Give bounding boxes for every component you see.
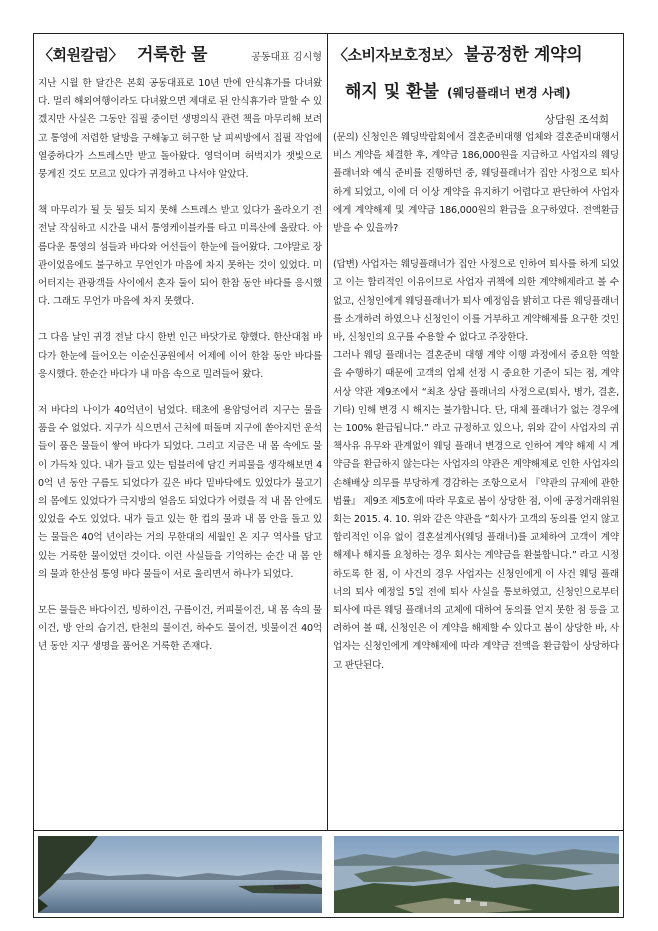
info-tag: 〈소비자보호정보〉 [333, 46, 460, 64]
paragraph: 지난 시월 한 달간은 본회 공동대표로 10년 만에 안식휴가를 다녀왔다. 멀리 해외여행이라도 다녀왔으면 제대로 된 안식휴가라 말할 수 있겠지만 사실은 그동안 집필 중이던 생명의식 관련 책을 마무리해 보려고 통영에 저렴한 달방을 구해놓고 허구한 날 피씨방에서 집필 작업에 열중하다가 스트레스만 받고 돌아왔다. 영덕이며 허벅지가 잿빛으로 뭉게진 것도 모르고 있다가 귀경하고 나서야 알았다. [38, 78, 322, 181]
paragraph: (문의) 신청인은 웨딩박람회에서 결혼준비대행 업체와 결혼준비대행서비스 계약을 체결한 후, 계약금 186,000원을 지급하고 사업자의 웨딩플래너와 예식 준비를 진행하던 중, 웨딩플래너가 집안 사정으로 퇴사하게 되었고, 이에 더 이상 계약을 유지하기 어렵다고 판단하여 사업자에게 계약해제 및 계약금 186,000원의 환급을 요구하였다. 전액환급 받을 수 있을까? [333, 132, 619, 235]
column-title: 거룩한 물 [136, 45, 208, 65]
info-heading [333, 40, 619, 65]
paragraph: 그러나 웨딩 플래너는 결혼준비 대행 계약 이행 과정에서 중요한 역할을 수행하기 때문에 고객의 업체 선정 시 중요한 기준이 되는 점, 계약서상 약관 제9조에서 “최초 상담 플래너의 사정으로(퇴사, 병가, 결혼, 기타) 인해 변경 시 해지는 불가합니다. 단, 대체 플래너가 없는 경우에는 100% 환급됩니다.” 라고 규정하고 있으나, 위와 같이 사업자의 귀책사유 유무와 관계없이 웨딩 플래너 변경으로 인하여 계약 해제 시 계약금을 환급하지 않는다는 사업자의 약관은 계약해제로 인한 사업자의 손해배상 의무를 부당하게 경감하는 조항으로서 『약관의 규제에 관한 법률』 제9조 제5호에 따라 무효로 봄이 상당한 점, 이에 공정거래위원회는 2015. 4. 10. 위와 같은 약관을 “회사가 고객의 동의를 얻지 않고 합리적인 이유 없이 결혼설계사(웨딩 플래너)를 교체하여 고객이 계약해제나 해지를 요청하는 경우 회사는 계약금을 환불합니다.” 라고 시정하도록 한 점, 이 사건의 경우 사업자는 신청인에게 이 사건 웨딩 플래너의 퇴사 예정일 5일 전에 퇴사 사실을 통보하였고, 신청인으로부터 퇴사에 따른 웨딩 플래너의 교체에 대하여 동의를 얻지 못한 점 등을 고려하여 볼 때, 신청인은 이 계약을 해제할 수 있다고 봄이 상당한 바, 사업자는 신청인에게 계약해제에 따라 계약금 전액을 환급함이 상당하다고 판단된다. [333, 350, 619, 671]
paragraph: 모든 물들은 바다이건, 빙하이건, 구름이건, 커피물이건, 내 몸 속의 물이건, 방 안의 습기건, 탄천의 물이건, 하수도 물이건, 빗물이건 40억 년 동안 지구 생명을 품어온 거룩한 존재다. [38, 605, 322, 653]
paragraph: 저 바다의 나이가 40억년이 넘었다. 태초에 용암덩어리 지구는 물을 품을 수 없었다. 지구가 식으면서 근처에 떠돌며 지구에 쏟아지던 운석들이 품은 물들이 쌓여 바다가 되었다. 그리고 지금은 내 몸 속에도 물이 가득차 있다. 내가 들고 있는 텀블러에 담긴 커피물을 생각해보면 40억 년 동안 구름도 되었다가 깊은 바다 밑바닥에도 있었다가 물고기의 몸에도 있었다가 극지방의 얼음도 되었다가 어렸을 적 내 몸 안에도 있었을 수도 있었다. 내가 들고 있는 한 컵의 물과 내 몸 안을 돌고 있는 물들은 40억 년이라는 거의 무한대의 세월인 온 지구 역사를 담고 있는 거룩한 물이었던 것이다. 이런 사실들을 기억하는 순간 내 몸 안의 물과 한산섬 통영 바다 물들이 서로 울리면서 하나가 되었다. [38, 405, 322, 580]
column-author: 공동대표 김시형 [251, 52, 322, 63]
info-title-part2: 해지 및 환불 [345, 82, 439, 102]
sea-landscape-photo [38, 836, 322, 913]
info-title-line1: 불공정한 계약의 [463, 45, 583, 65]
column-heading [38, 40, 322, 65]
photo-divider [33, 830, 624, 831]
paragraph: 책 마무리가 될 듯 될듯 되지 못해 스트레스 받고 있다가 올라오기 전전날 작심하고 시간을 내서 통영케이블카를 타고 미륵산에 올랐다. 아름다운 통영의 섬들과 바다와 어선들이 한눈에 들어왔다. 그야말로 장관이었음에도 불구하고 무언인가 마음에 차지 못하는 것이 있었다. 미어터지는 관광객들 사이에서 혼자 둘이 되어 한참 동안 바다를 응시했다. 그래도 무언가 마음에 차지 못했다. [38, 205, 322, 308]
column-divider [327, 33, 328, 831]
info-title-line2 [345, 77, 619, 102]
consumer-info-column [333, 40, 619, 675]
column-tag: 〈회원칼럼〉 [38, 46, 123, 64]
member-column [38, 40, 322, 657]
island-aerial-photo [334, 836, 619, 913]
info-subtitle: (웨딩플래너 변경 사례) [446, 86, 571, 100]
info-author: 상담원 조석희 [544, 114, 609, 126]
paragraph: 그 다음 날인 귀경 전날 다시 한번 인근 바닷가로 향했다. 한산대첩 바다가 한눈에 들어오는 이순신공원에서 어제에 이어 한참 동안 바다를 응시했다. 한순간 바다가 내 마음 속으로 밀려들어 왔다. [38, 332, 322, 380]
paragraph: (답변) 사업자는 웨딩플래너가 집안 사정으로 인하여 퇴사를 하게 되었고 이는 합리적인 이유이므로 사업자 귀책에 의한 계약해제라고 볼 수 없고, 신청인에게 웨딩플래너가 퇴사 예정임을 밝히고 다른 웨딩플래너를 소개하려 하였으나 신청인이 이를 거부하고 계약해제를 요구한 것인바, 신청인의 요구를 수용할 수 없다고 주장한다. [333, 259, 619, 344]
